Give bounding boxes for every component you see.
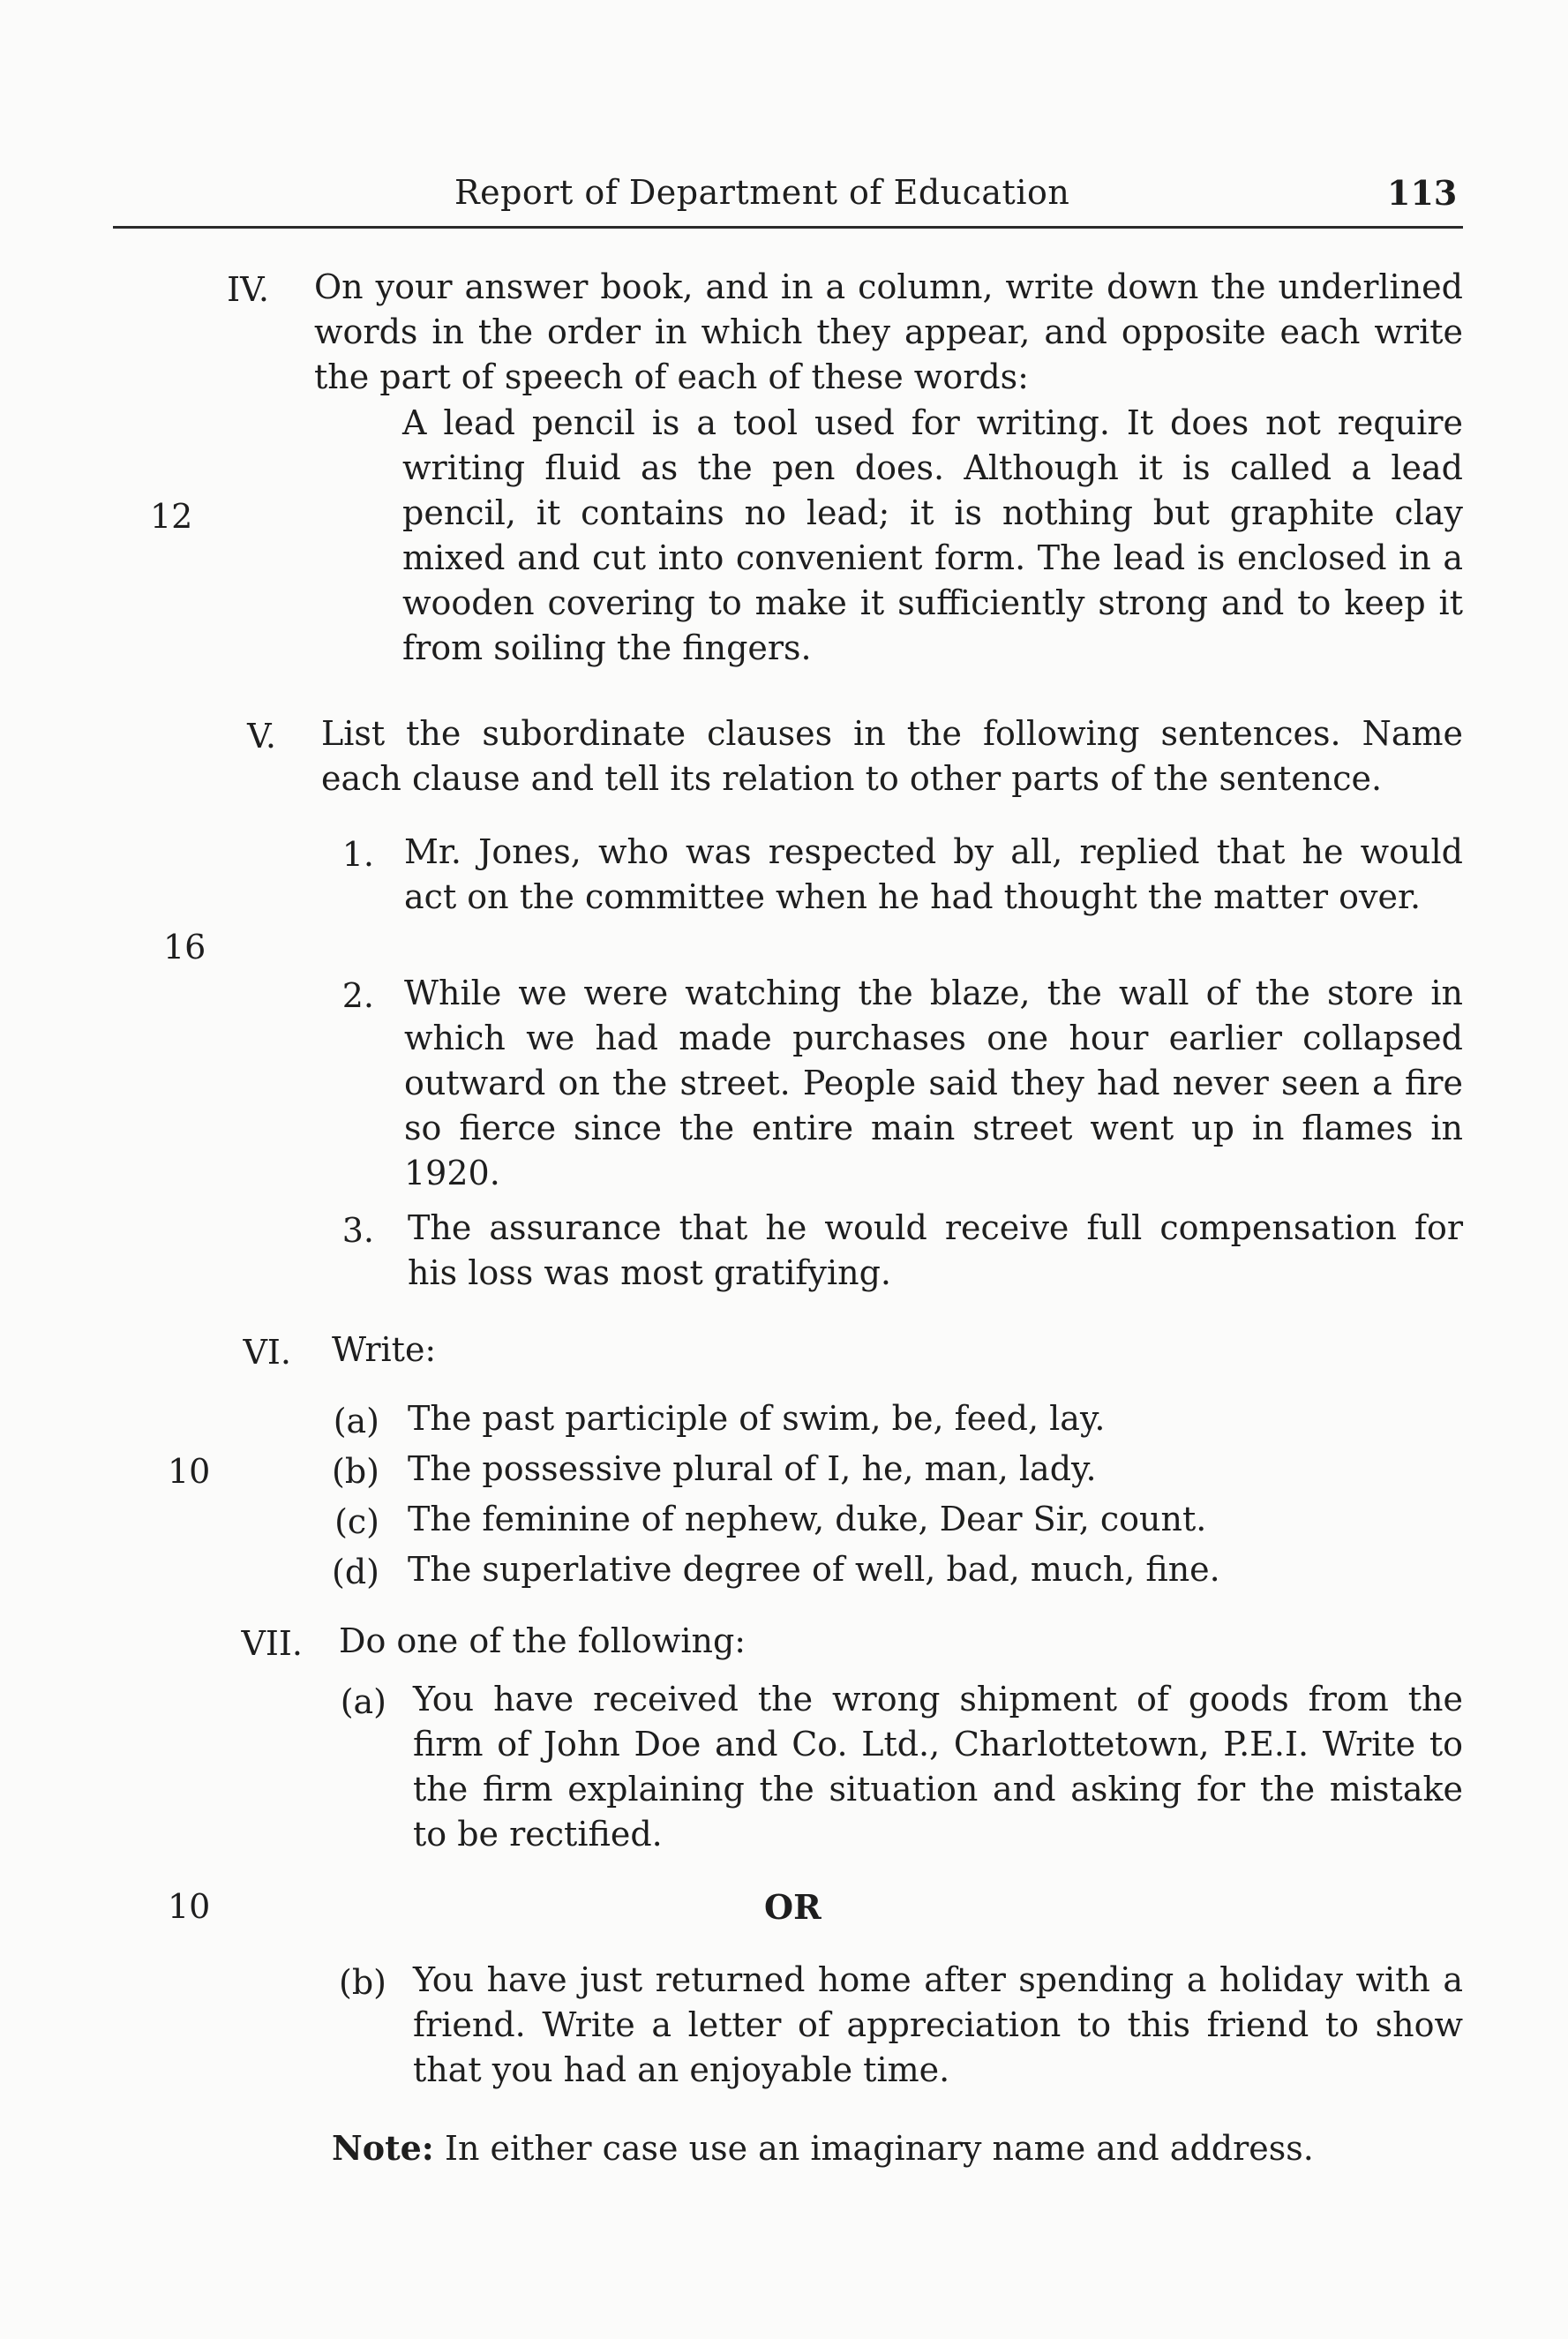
section-v-item-text: Mr. Jones, who was respected by all, replied that he would act on the committee when he had thought the matter over. (404, 832, 1463, 916)
section-v-item-text: While we were watching the blaze, the wall of the store in which we had made purchases one hour earlier collapsed outward on the street. People said they had never seen a fire so fierce since the entire main street went up in flames in 1920. (404, 974, 1463, 1192)
section-vii-item-label: (a) (340, 1682, 386, 1721)
section-v-marks: 16 (163, 928, 206, 966)
header-rule (113, 226, 1463, 229)
section-iv-passage: A lead pencil is a tool used for writing. It does not require writing fluid as the pen does. Although it is called a lead pencil, it contains no lead; it is nothing but graphite clay mixed and cut into convenient form. The lead is enclosed in a wooden covering to make it sufficiently strong and to keep it from soiling the fingers. (402, 403, 1463, 667)
section-iv-marks: 12 (150, 497, 193, 536)
section-iv-numeral: IV. (227, 270, 269, 309)
note (332, 2125, 1463, 2171)
section-vi-item-label: (b) (332, 1452, 379, 1491)
section-vi-item-text: The feminine of nephew, duke, Dear Sir, count. (408, 1500, 1207, 1538)
section-v-item-number: 2. (341, 976, 374, 1015)
section-vi-instruction: Write: (332, 1330, 437, 1369)
section-vii-marks: 10 (168, 1887, 211, 1926)
section-iv-instruction: On your answer book, and in a column, write down the underlined words in the order in which they appear, and opposite each write the part of speech of each of these words: (314, 267, 1463, 396)
section-v-instruction: List the subordinate clauses in the following sentences. Name each clause and tell its relation to other parts of the sentence. (321, 714, 1463, 798)
running-header-title: Report of Department of Education (454, 173, 1070, 212)
section-vii-item-label: (b) (339, 1963, 386, 2002)
section-vi-item-text: The past participle of swim, be, feed, lay. (408, 1399, 1106, 1438)
section-v-item-number: 3. (341, 1211, 374, 1250)
or-separator: OR (764, 1887, 822, 1927)
section-v-item-text: The assurance that he would receive full compensation for his loss was most gratifying. (408, 1208, 1463, 1292)
section-vii-item-text: You have received the wrong shipment of goods from the firm of John Doe and Co. Ltd., Charlottetown, P.E.I. Write to the firm explaining the situation and asking for the mistake to be rectified. (413, 1680, 1463, 1854)
section-vii-item-text: You have just returned home after spending a holiday with a friend. Write a letter of appreciation to this friend to show that you had an enjoyable time. (413, 1960, 1463, 2089)
section-v-item-number: 1. (341, 835, 374, 874)
section-vi-item-text: The possessive plural of I, he, man, lady. (408, 1449, 1097, 1488)
section-vi-item-label: (d) (332, 1553, 379, 1591)
section-vi-item-label: (c) (334, 1502, 379, 1541)
section-vii-numeral: VII. (241, 1624, 303, 1663)
section-vi-item-text: The superlative degree of well, bad, much, fine. (408, 1550, 1220, 1589)
section-v-numeral: V. (247, 717, 276, 756)
page-number: 113 (1387, 173, 1458, 213)
section-vi-numeral: VI. (243, 1333, 291, 1372)
note-label: Note: (332, 2128, 434, 2168)
section-vi-item-label: (a) (333, 1402, 379, 1440)
section-vi-marks: 10 (168, 1452, 211, 1491)
section-vii-instruction: Do one of the following: (339, 1621, 746, 1660)
note-text: In either case use an imaginary name and address. (444, 2129, 1314, 2168)
